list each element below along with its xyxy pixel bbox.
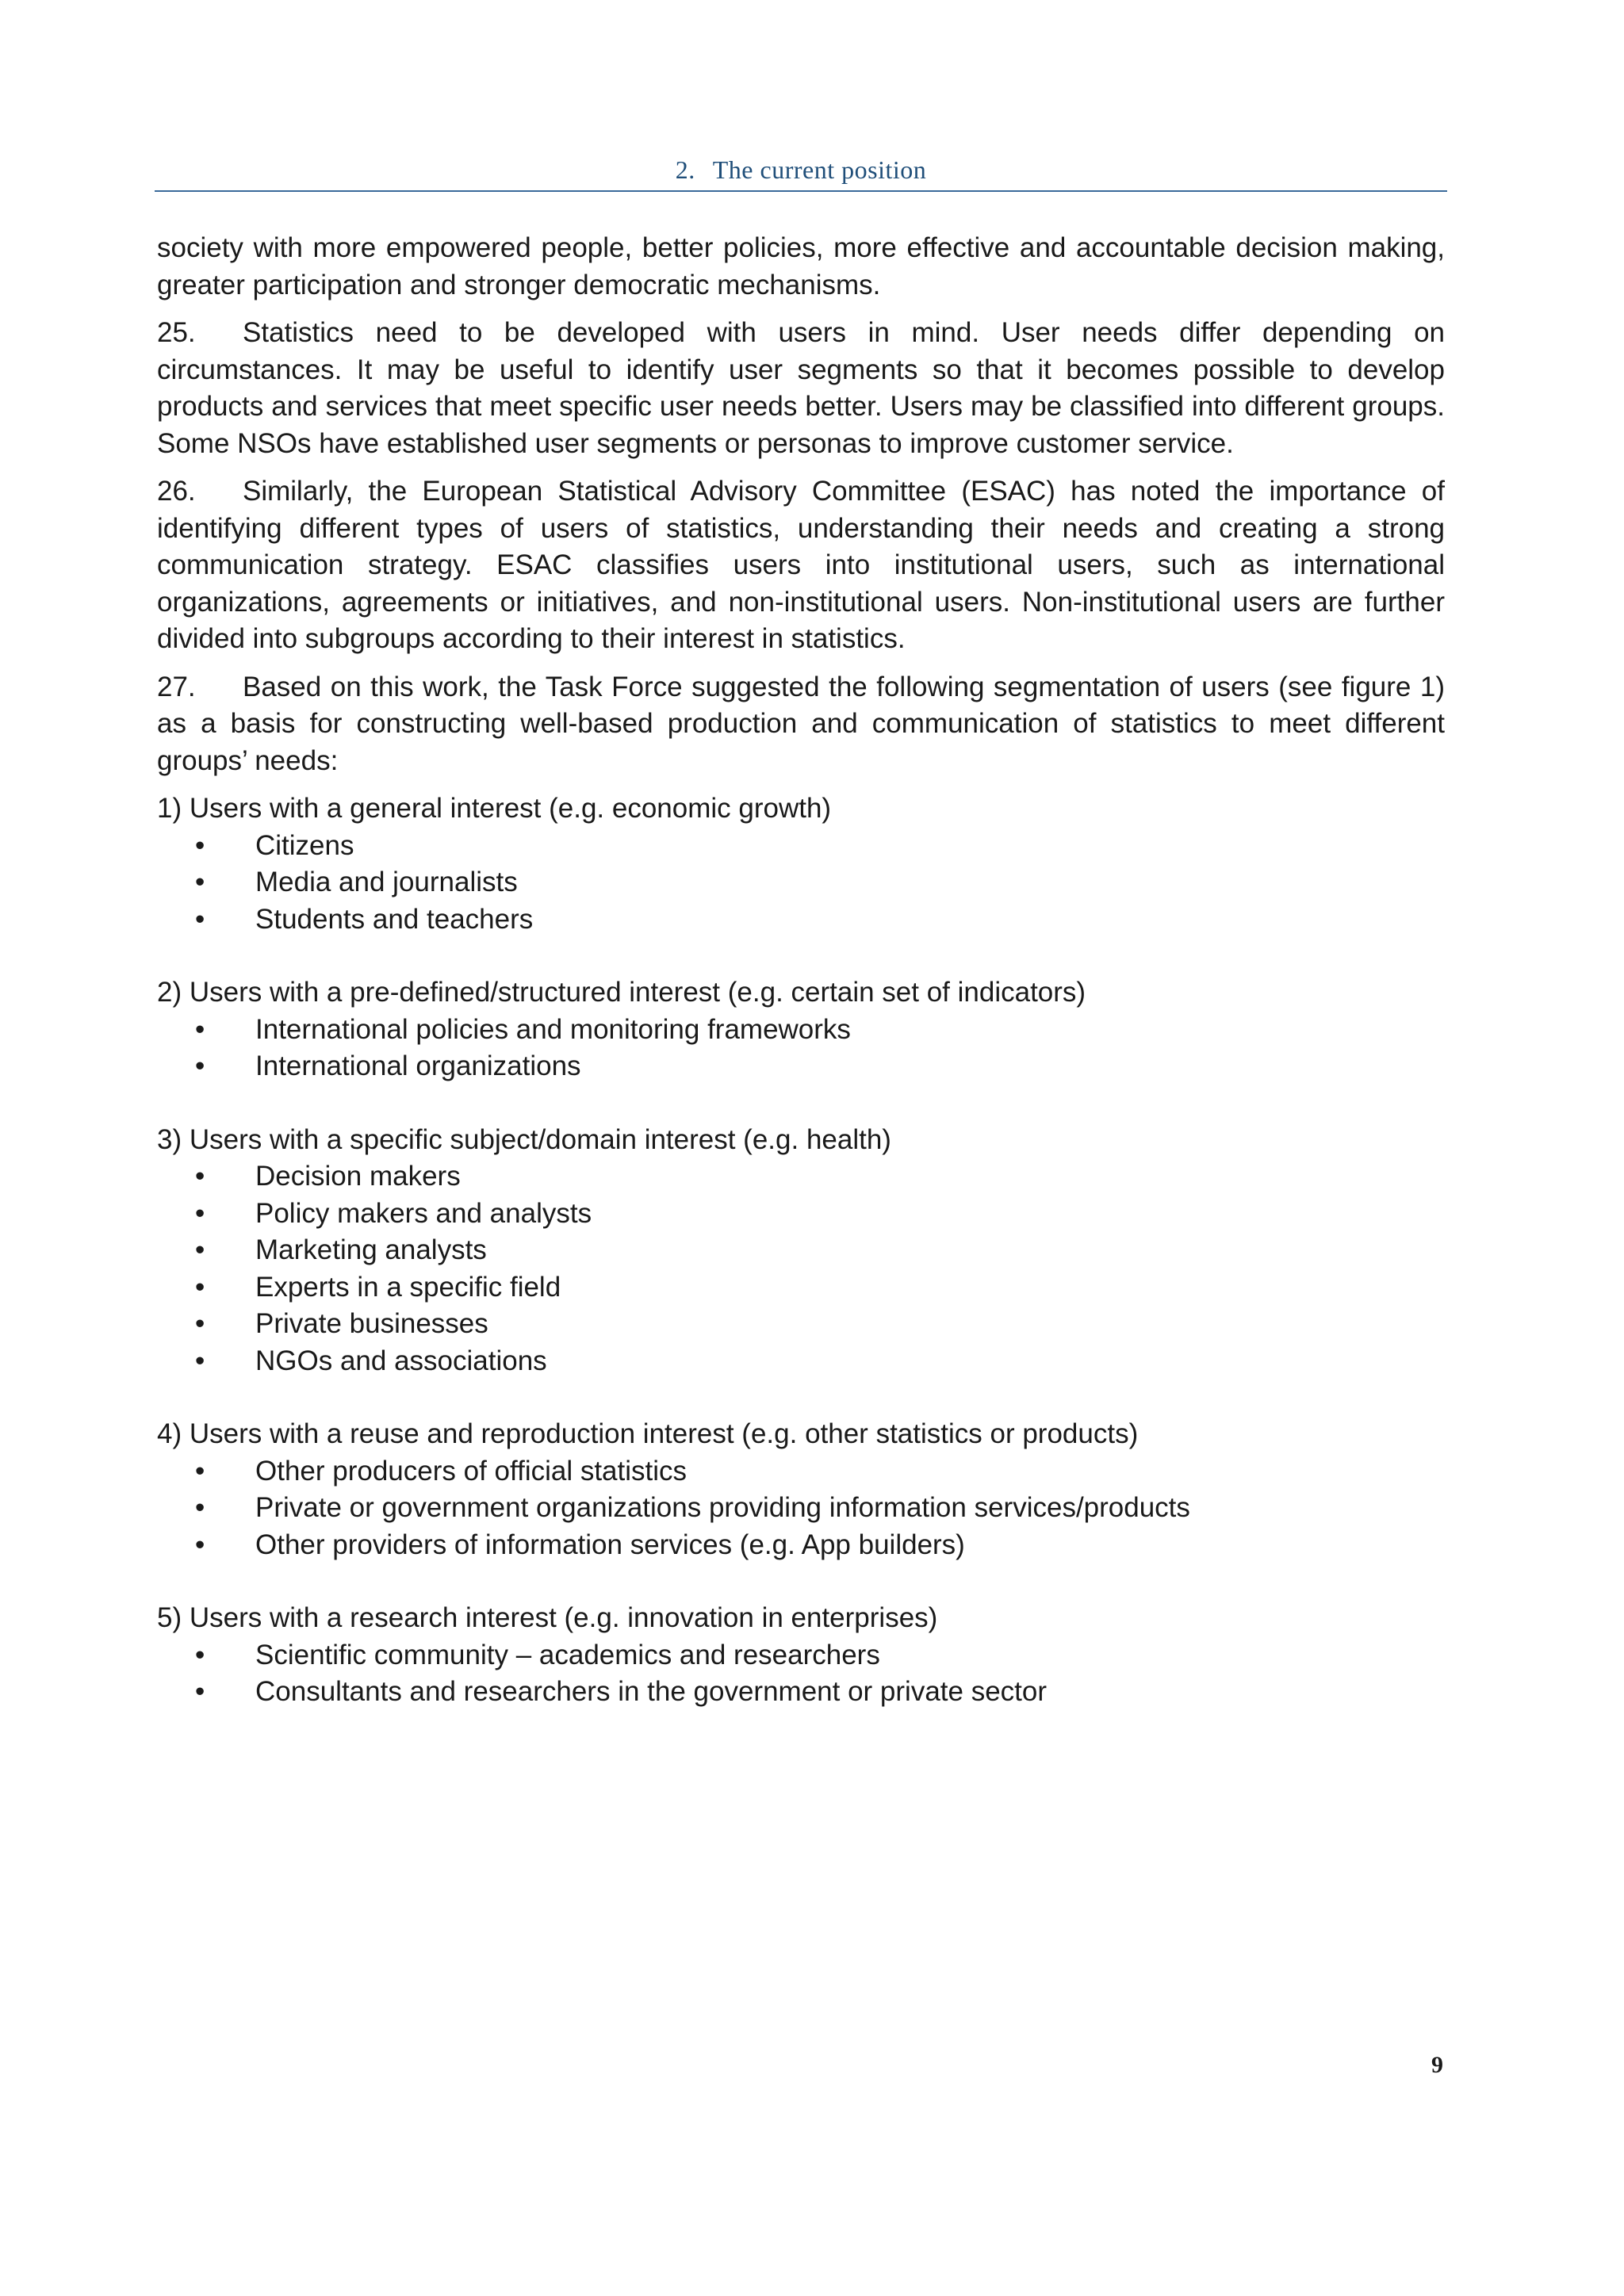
paragraph-25 — [157, 315, 1445, 462]
bullet-list — [157, 1637, 1445, 1711]
user-group-heading: 4) Users with a reuse and reproduction interest (e.g. other statistics or products) — [157, 1418, 1139, 1449]
user-group-general — [157, 790, 1445, 938]
user-group-subject — [157, 1122, 1445, 1380]
list-item: • Consultants and researchers in the government or private sector — [157, 1674, 1445, 1711]
list-item: • Media and journalists — [157, 864, 1445, 901]
user-group-heading: 5) Users with a research interest (e.g. innovation in enterprises) — [157, 1602, 938, 1633]
user-group-heading: 2) Users with a pre-defined/structured interest (e.g. certain set of indicators) — [157, 977, 1086, 1008]
bullet-list — [157, 1012, 1445, 1085]
section-number: 2. — [675, 155, 695, 184]
list-item: • Scientific community – academics and researchers — [157, 1637, 1445, 1674]
paragraph-number: 27. — [157, 671, 196, 702]
list-item: • NGOs and associations — [157, 1343, 1445, 1380]
paragraph-number: 26. — [157, 476, 196, 507]
paragraph-27 — [157, 669, 1445, 780]
list-item: • Policy makers and analysts — [157, 1196, 1445, 1233]
list-item: • Marketing analysts — [157, 1232, 1445, 1269]
paragraph-text: society with more empowered people, better policies, more effective and accountable decision making, greater participation and stronger democratic mechanisms. — [157, 232, 1445, 300]
section-title: The current position — [712, 155, 927, 184]
user-group-heading: 1) Users with a general interest (e.g. economic growth) — [157, 793, 832, 824]
user-group-structured — [157, 974, 1445, 1085]
list-item: • Citizens — [157, 828, 1445, 865]
list-item: • Other providers of information services (e.g. App builders) — [157, 1527, 1445, 1564]
paragraph-continued — [157, 230, 1445, 304]
list-item: • Private businesses — [157, 1306, 1445, 1343]
list-item: • Decision makers — [157, 1158, 1445, 1196]
paragraph-text: Statistics need to be developed with users in mind. User needs differ depending on circumstances. It may be useful to identify user segments so that it becomes possible to develop products and services that meet specific user needs better. Users may be classified into different groups. Some NSOs have established user segments or personas to improve customer service. — [157, 317, 1445, 459]
header-rule — [155, 190, 1447, 192]
bullet-list — [157, 828, 1445, 939]
list-item: • International policies and monitoring frameworks — [157, 1012, 1445, 1049]
bullet-list — [157, 1453, 1445, 1564]
user-group-research — [157, 1600, 1445, 1711]
paragraph-text: Similarly, the European Statistical Advisory Committee (ESAC) has noted the importance of identifying different types of users of statistics, understanding their needs and creating a strong communication strategy. ESAC classifies users into institutional users, such as international organizations, agreements or initiatives, and non-institutional users. Non-institutional users are further divided into subgroups according to their interest in statistics. — [157, 476, 1445, 654]
list-item: • International organizations — [157, 1048, 1445, 1085]
list-item: • Other producers of official statistics — [157, 1453, 1445, 1490]
paragraph-26 — [157, 473, 1445, 658]
paragraph-text: Based on this work, the Task Force suggested the following segmentation of users (see figure 1) as a basis for constructing well-based production and communication of statistics to meet different groups’ needs: — [157, 671, 1445, 776]
list-item: • Students and teachers — [157, 901, 1445, 939]
paragraph-number: 25. — [157, 317, 196, 348]
body-text — [157, 230, 1445, 1747]
list-item: • Private or government organizations providing information services/products — [157, 1490, 1445, 1527]
page-number: 9 — [1431, 2052, 1443, 2078]
user-group-reuse — [157, 1416, 1445, 1563]
bullet-list — [157, 1158, 1445, 1380]
user-group-heading: 3) Users with a specific subject/domain interest (e.g. health) — [157, 1123, 891, 1155]
running-header — [155, 155, 1447, 185]
list-item: • Experts in a specific field — [157, 1269, 1445, 1307]
